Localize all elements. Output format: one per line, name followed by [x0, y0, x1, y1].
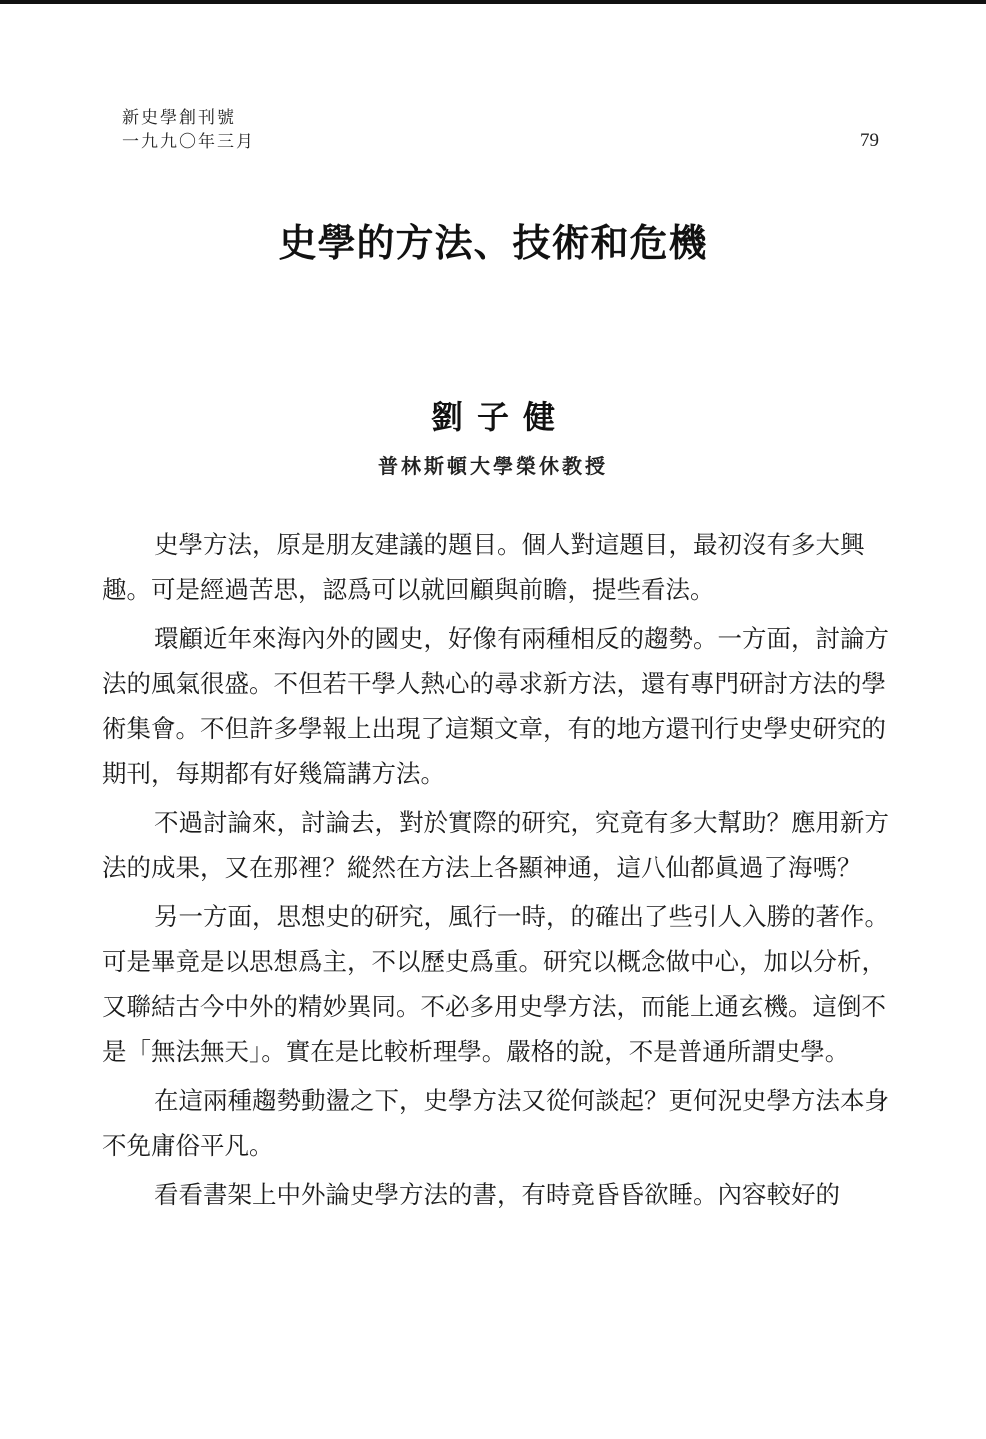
author-affiliation: 普林斯頓大學榮休教授 — [378, 454, 608, 478]
paragraph: 史學方法，原是朋友建議的題目。個人對這題目，最初沒有多大興趣。可是經過苦思，認爲可以就回顧與前瞻，提些看法。 — [102, 530, 865, 604]
paragraph: 另一方面，思想史的研究，風行一時，的確出了些引人入勝的著作。可是畢竟是以思想爲主，不以歷史爲重。研究以概念做中心，加以分析，又聯結古今中外的精妙異同。不必多用史學方法，而能上通玄機。這倒不是「無法無天」。實在是比較析理學。嚴格的說，不是普通所謂史學。 — [102, 902, 889, 1066]
article-body — [102, 522, 892, 1221]
journal-header — [122, 106, 255, 154]
top-border-rule — [0, 0, 986, 4]
page-number: 79 — [860, 130, 879, 151]
journal-name: 新史學創刊號 — [122, 108, 236, 128]
paragraph: 看看書架上中外論史學方法的書，有時竟昏昏欲睡。內容較好的 — [154, 1180, 840, 1209]
paragraph: 環顧近年來海內外的國史，好像有兩種相反的趨勢。一方面，討論方法的風氣很盛。不但若干學人熱心的尋求新方法，還有專門研討方法的學術集會。不但許多學報上出現了這類文章，有的地方還刊行史學史研究的期刊，每期都有好幾篇講方法。 — [102, 624, 889, 788]
paragraph: 不過討論來，討論去，對於實際的研究，究竟有多大幫助？應用新方法的成果，又在那裡？縱然在方法上各顯神通，這八仙都眞過了海嗎？ — [102, 808, 889, 882]
issue-date: 一九九〇年三月 — [122, 132, 255, 152]
article-title: 史學的方法、技術和危機 — [278, 220, 708, 265]
paragraph: 在這兩種趨勢動盪之下，史學方法又從何談起？更何況史學方法本身不免庸俗平凡。 — [102, 1086, 889, 1160]
author-name: 劉子健 — [430, 398, 569, 436]
